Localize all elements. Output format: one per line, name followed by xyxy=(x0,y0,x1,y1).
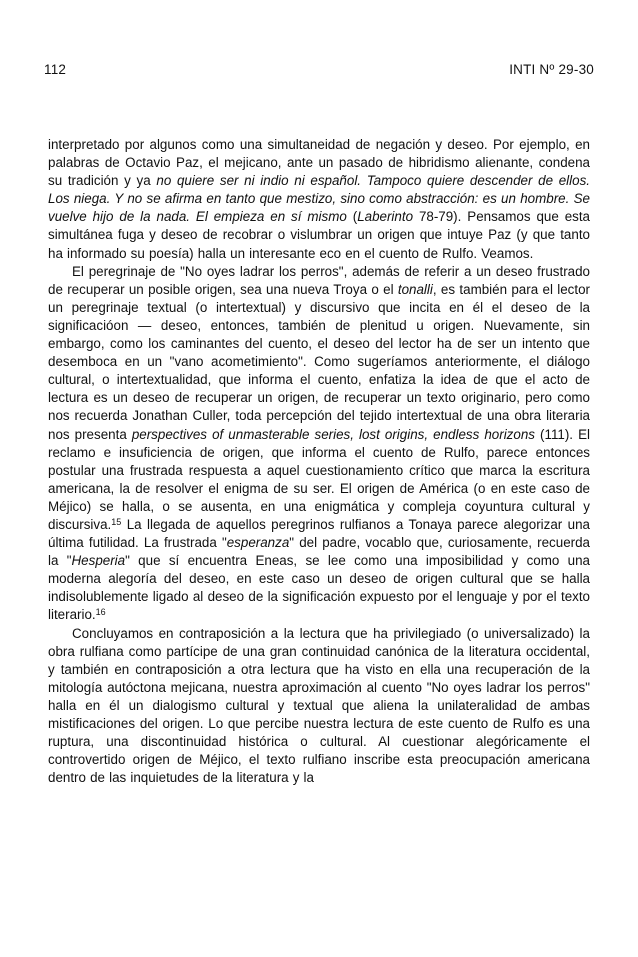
italic-text: tonalli xyxy=(397,281,433,297)
body-text xyxy=(48,136,590,787)
text-run: " del padre, vocablo que, curiosamente, recuerda la " xyxy=(48,535,590,569)
paragraph xyxy=(48,136,590,263)
text-run: interpretado por algunos como una simultaneidad de negación y deseo. Por ejemplo, en palabras de Octavio Paz, el mejicano, ante un pasado de hibridismo alienante, condena su tradición y ya xyxy=(48,137,590,189)
text-run: Concluyamos en contraposición a la lectura que ha privilegiado (o universalizado) la obra rulfiana como partícipe de una gran continuidad canónica de la literatura occidental, y también en contraposición a otra lectura que ha visto en ella una recuperación de la mitología autóctona mejicana, nuestra aproximación al cuento "No oyes ladrar los perros" halla en él un dialogismo cultural y textual que aliena la unilateralidad de ambas mistificaciones del origen. Lo que percibe nuestra lectura de este cuento de Rulfo es una ruptura, una discontinuidad histórica o cultural. Al cuestionar alegóricamente el controvertido origen de Méjico, el texto rulfiano inscribe esta preocupación americana dentro de las inquietudes de la literatura y la xyxy=(48,625,590,786)
italic-text: esperanza xyxy=(226,535,290,551)
footnote-ref: 16 xyxy=(95,607,106,618)
text-run: El peregrinaje de "No oyes ladrar los perros", además de referir a un deseo frustrado de recuperar un posible origen, sea una nueva Troya o el xyxy=(48,263,590,297)
text-run: 78-79). Pensamos que esta simultánea fuga y deseo de recobrar o vislumbrar un origen que intuye Paz (y que tanto ha informado su poesía) halla un interesante eco en el cuento de Rulfo. Veamos. xyxy=(48,209,591,261)
italic-text: Laberinto xyxy=(357,209,414,225)
italic-text: Hesperia xyxy=(71,553,126,569)
footnote-ref: 15 xyxy=(111,516,122,527)
text-run: " que sí encuentra Eneas, se lee como una imposibilidad y como una moderna alegoría del deseo, en este caso un deseo de origen cultural que se halla indisolublemente ligado al deseo de la significación expuesto por el lenguaje y por el texto literario. xyxy=(48,553,590,623)
text-run: La llegada de aquellos peregrinos rulfianos a Tonaya parece alegorizar una última futilidad. La frustrada " xyxy=(48,516,590,551)
running-head: INTI Nº 29-30 xyxy=(509,62,594,77)
text-run: (111). El reclamo e insuficiencia de origen, que informa el cuento de Rulfo, parece entonces postular una frustrada respuesta a aquel cuestionamiento crítico que marca la escritura americana, la de resolver el enigma de su ser. El origen de América (o en este caso de Méjico) se halla, o se ausenta, en una enigmática y compleja coyuntura cultural y discursiva. xyxy=(48,426,590,532)
page-number: 112 xyxy=(44,62,67,77)
text-run: ( xyxy=(346,209,358,225)
paragraph xyxy=(48,625,590,788)
text-run: , es también para el lector un peregrinaje textual (o intertextual) y discursivo que incita en él el deseo de la significacióon — deseo, entonces, también de plenitud u origen. Nuevamente, sin embargo, como los caminantes del cuento, el deseo del lector ha de ser un intento que desemboca en un "vano acometimiento". Como sugeríamos anteriormente, el diálogo cultural, o intertextualidad, que informa el cuento, enfatiza la idea de que el acto de lectura es un deseo de recuperar un origen, de recuperar un texto originario, pero como nos recuerda Jonathan Culler, toda percepción del tejido intertextual de una obra literaria nos presenta xyxy=(48,281,590,442)
paragraph xyxy=(48,263,590,625)
italic-text: perspectives of unmasterable series, lost origins, endless horizons xyxy=(131,426,535,442)
italic-text: no quiere ser ni indio ni español. Tampoco quiere descender de ellos. Los niega. Y no se afirma en tanto que mestizo, sino como abstracción: es un hombre. Se vuelve hijo de la nada. El empieza en sí mismo xyxy=(48,173,590,225)
